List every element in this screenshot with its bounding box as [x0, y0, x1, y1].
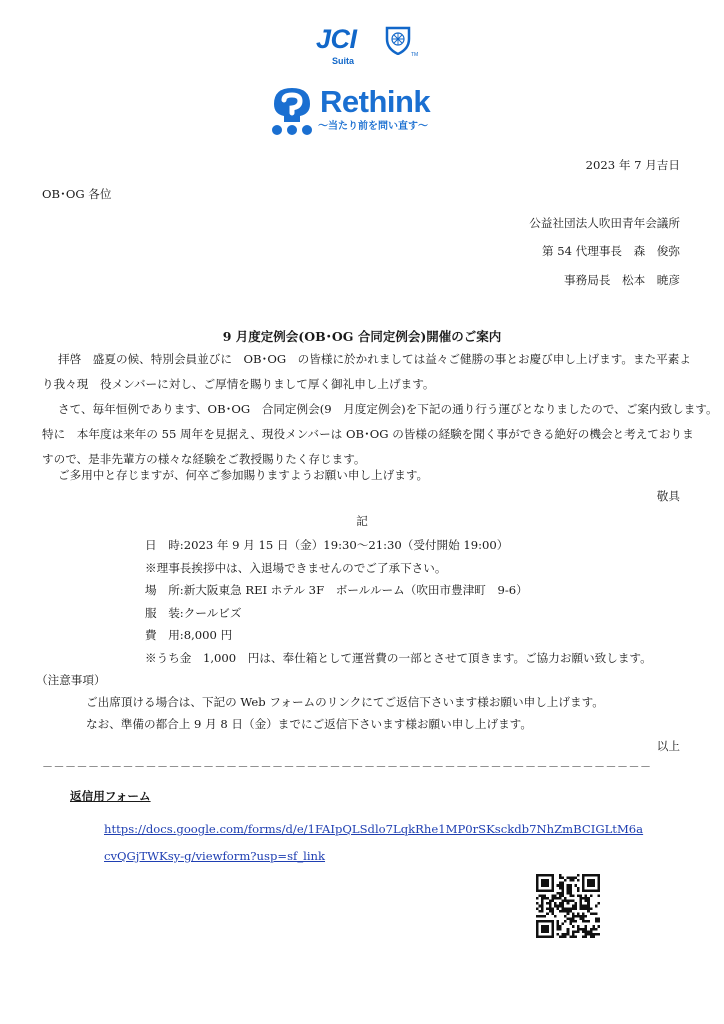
jci-suita-logo [316, 24, 419, 68]
trademark-mark: TM [411, 52, 419, 58]
rethink-logo-subtitle: 〜当たり前を問い直す〜 [318, 121, 428, 132]
body-paragraph-2-line-2: 特に 本年度は来年の 55 周年を見据え、現役メンバーは OB･OG の皆様の経験を聞く事ができる絶好の機会と考えておりま [42, 427, 694, 441]
reply-form-link-line-1[interactable]: https://docs.google.com/forms/d/e/1FAIpQLSdlo7LqkRhe1MP0rSKsckdb7NhZmBCIGLtM6a [104, 822, 644, 836]
notes-heading: （注意事項） [36, 673, 106, 687]
reply-form-link-line-2[interactable]: cvQGjTWKsy-g/viewform?usp=sf_link [104, 849, 326, 863]
reply-form-label: 返信用フォーム [70, 789, 151, 803]
cut-divider: －－－－－－－－－－－－－－－－－－－－－－－－－－－－－－－－－－－－－－－－－－－－－－－－－－－－－ [42, 760, 652, 773]
body-paragraph-2-line-1: さて、毎年恒例であります、OB･OG 合同定例会(9 月度定例会)を下記の通り行う運びとなりましたので、ご案内致します。 [58, 402, 718, 416]
event-place: 場 所:新大阪東急 REI ホテル 3F ボールルーム（吹田市豊津町 9-6） [145, 583, 528, 597]
closing-keigu: 敬具 [656, 489, 680, 503]
suita-logo-text: Suita [332, 56, 355, 66]
event-datetime: 日 時:2023 年 9 月 15 日（金）19:30〜21:30（受付開始 19:00） [145, 538, 509, 552]
rethink-logo-text: Rethink [320, 84, 431, 119]
event-fee-note: ※うち金 1,000 円は、奉仕箱として運営費の一部とさせて頂きます。ご協力お願い致します。 [145, 651, 652, 665]
sender-president: 第 54 代理事長 森 俊弥 [541, 244, 680, 258]
body-paragraph-1-line-1: 拝啓 盛夏の候、特別会員並びに OB･OG の皆様に於かれましては益々ご健勝の事とお慶び申し上げます。また平素よ [58, 352, 691, 366]
notes-end: 以上 [656, 739, 680, 753]
rethink-logo [268, 84, 458, 136]
event-note-entry: ※理事長挨拶中は、入退場できませんのでご了承下さい。 [145, 561, 447, 575]
body-paragraph-3: ご多用中と存じますが、何卒ご参加賜りますようお願い申し上げます。 [58, 468, 429, 482]
addressee: OB･OG 各位 [42, 187, 112, 201]
notes-line-1: ご出席頂ける場合は、下記の Web フォームのリンクにてご返信下さいます様お願い申し上げます。 [86, 695, 604, 709]
sender-secretary: 事務局長 松本 暁彦 [564, 273, 680, 287]
document-title: 9 月度定例会(OB･OG 合同定例会)開催のご案内 [222, 329, 502, 344]
sender-organization: 公益社団法人吹田青年会議所 [529, 216, 680, 230]
details-heading: 記 [356, 514, 368, 528]
jci-shield-icon [384, 25, 412, 55]
body-paragraph-1-line-2: り我々現 役メンバーに対し、ご厚情を賜りまして厚く御礼申し上げます。 [42, 377, 435, 391]
qr-code[interactable] [536, 874, 600, 938]
notes-line-2: なお、準備の都合上 9 月 8 日（金）までにご返信下さいます様お願い申し上げます。 [86, 717, 532, 731]
event-fee: 費 用:8,000 円 [145, 628, 233, 642]
body-paragraph-2-line-3: すので、是非先輩方の様々な経験をご教授賜りたく存じます。 [42, 452, 366, 466]
event-dress-code: 服 装:クールビズ [145, 606, 242, 620]
rethink-mark-icon [268, 84, 316, 136]
jci-logo-text: JCI [316, 24, 357, 54]
document-date: 2023 年 7 月吉日 [585, 158, 680, 172]
